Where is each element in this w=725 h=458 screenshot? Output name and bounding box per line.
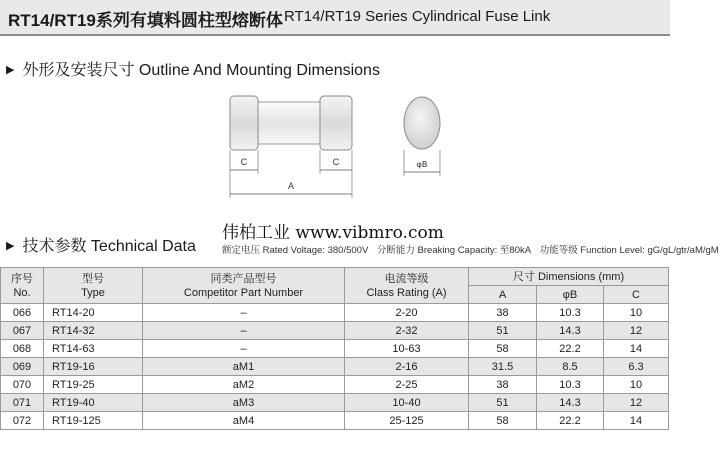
- cell-b: 8.5: [537, 358, 604, 376]
- watermark-text: 伟柏工业 www.vibmro.com: [222, 223, 444, 243]
- rated-voltage: 额定电压 Rated Voltage: 380/500V: [222, 245, 369, 256]
- fuse-cap-left: [230, 96, 258, 150]
- col-header-dimensions: 尺寸 Dimensions (mm): [469, 268, 669, 286]
- cell-competitor: –: [143, 340, 345, 358]
- cell-c: 14: [604, 340, 669, 358]
- cell-no: 066: [1, 304, 44, 322]
- cell-b: 14.3: [537, 394, 604, 412]
- cell-rating: 25-125: [345, 412, 469, 430]
- fuse-cap-right: [320, 96, 352, 150]
- dim-label-a: A: [287, 181, 295, 191]
- cell-rating: 10-40: [345, 394, 469, 412]
- title-bar: [0, 0, 670, 36]
- cell-c: 12: [604, 322, 669, 340]
- cell-competitor: aM1: [143, 358, 345, 376]
- cell-b: 10.3: [537, 304, 604, 322]
- col-header-a: A: [469, 286, 537, 304]
- table-row: [1, 322, 669, 340]
- fuse-end-view: [404, 97, 440, 149]
- cell-a: 38: [469, 304, 537, 322]
- cell-type: RT19-25: [44, 376, 143, 394]
- cell-b: 22.2: [537, 412, 604, 430]
- cell-c: 10: [604, 376, 669, 394]
- ratings-line: [222, 242, 725, 256]
- cell-type: RT19-125: [44, 412, 143, 430]
- cell-no: 067: [1, 322, 44, 340]
- table-row: [1, 304, 669, 322]
- cell-type: RT14-32: [44, 322, 143, 340]
- cell-no: 069: [1, 358, 44, 376]
- dim-label-phi-b: φB: [416, 160, 428, 169]
- function-level: 功能等级 Function Level: gG/gL/gtr/aM/gM: [539, 245, 719, 256]
- cell-a: 58: [469, 340, 537, 358]
- cell-type: RT19-16: [44, 358, 143, 376]
- cell-b: 10.3: [537, 376, 604, 394]
- cell-no: 068: [1, 340, 44, 358]
- cell-no: 072: [1, 412, 44, 430]
- cell-b: 14.3: [537, 322, 604, 340]
- page-title-cn: RT14/RT19系列有填料圆柱型熔断体: [8, 11, 283, 30]
- section-technical-label: 技术参数 Technical Data: [22, 238, 196, 255]
- table-row: [1, 358, 669, 376]
- table-row: [1, 394, 669, 412]
- col-header-b: φB: [537, 286, 604, 304]
- col-header-c: C: [604, 286, 669, 304]
- triangle-bullet-icon: ▶: [6, 240, 15, 252]
- cell-c: 10: [604, 304, 669, 322]
- col-header-competitor: 同类产品型号 Competitor Part Number: [143, 268, 345, 304]
- cell-a: 31.5: [469, 358, 537, 376]
- cell-type: RT14-20: [44, 304, 143, 322]
- cell-competitor: –: [143, 304, 345, 322]
- breaking-capacity: 分断能力 Breaking Capacity: 至80kA: [376, 245, 532, 256]
- table-row: [1, 376, 669, 394]
- cell-no: 070: [1, 376, 44, 394]
- cell-a: 51: [469, 322, 537, 340]
- col-header-rating: 电流等级 Class Rating (A): [345, 268, 469, 304]
- cell-rating: 2-20: [345, 304, 469, 322]
- table-row: [1, 412, 669, 430]
- cell-a: 51: [469, 394, 537, 412]
- cell-c: 12: [604, 394, 669, 412]
- cell-competitor: aM2: [143, 376, 345, 394]
- section-dimensions-label: 外形及安装尺寸 Outline And Mounting Dimensions: [22, 62, 380, 79]
- cell-competitor: –: [143, 322, 345, 340]
- cell-b: 22.2: [537, 340, 604, 358]
- cell-c: 6.3: [604, 358, 669, 376]
- cell-no: 071: [1, 394, 44, 412]
- dim-label-c-right: C: [332, 157, 340, 167]
- cell-a: 38: [469, 376, 537, 394]
- fuse-outline-diagram: [220, 88, 460, 208]
- spec-table: [0, 267, 669, 430]
- triangle-bullet-icon: ▶: [6, 64, 15, 76]
- page-title-en: RT14/RT19 Series Cylindrical Fuse Link: [284, 8, 551, 25]
- cell-rating: 10-63: [345, 340, 469, 358]
- cell-type: RT14-63: [44, 340, 143, 358]
- col-header-type: 型号 Type: [44, 268, 143, 304]
- cell-type: RT19-40: [44, 394, 143, 412]
- cell-rating: 2-16: [345, 358, 469, 376]
- cell-competitor: aM4: [143, 412, 345, 430]
- cell-rating: 2-25: [345, 376, 469, 394]
- section-technical-heading: [6, 233, 196, 256]
- cell-c: 14: [604, 412, 669, 430]
- cell-a: 58: [469, 412, 537, 430]
- table-row: [1, 340, 669, 358]
- cell-rating: 2-32: [345, 322, 469, 340]
- col-header-no: 序号 No.: [1, 268, 44, 304]
- dim-label-c-left: C: [240, 157, 248, 167]
- cell-competitor: aM3: [143, 394, 345, 412]
- section-dimensions-heading: [6, 57, 380, 80]
